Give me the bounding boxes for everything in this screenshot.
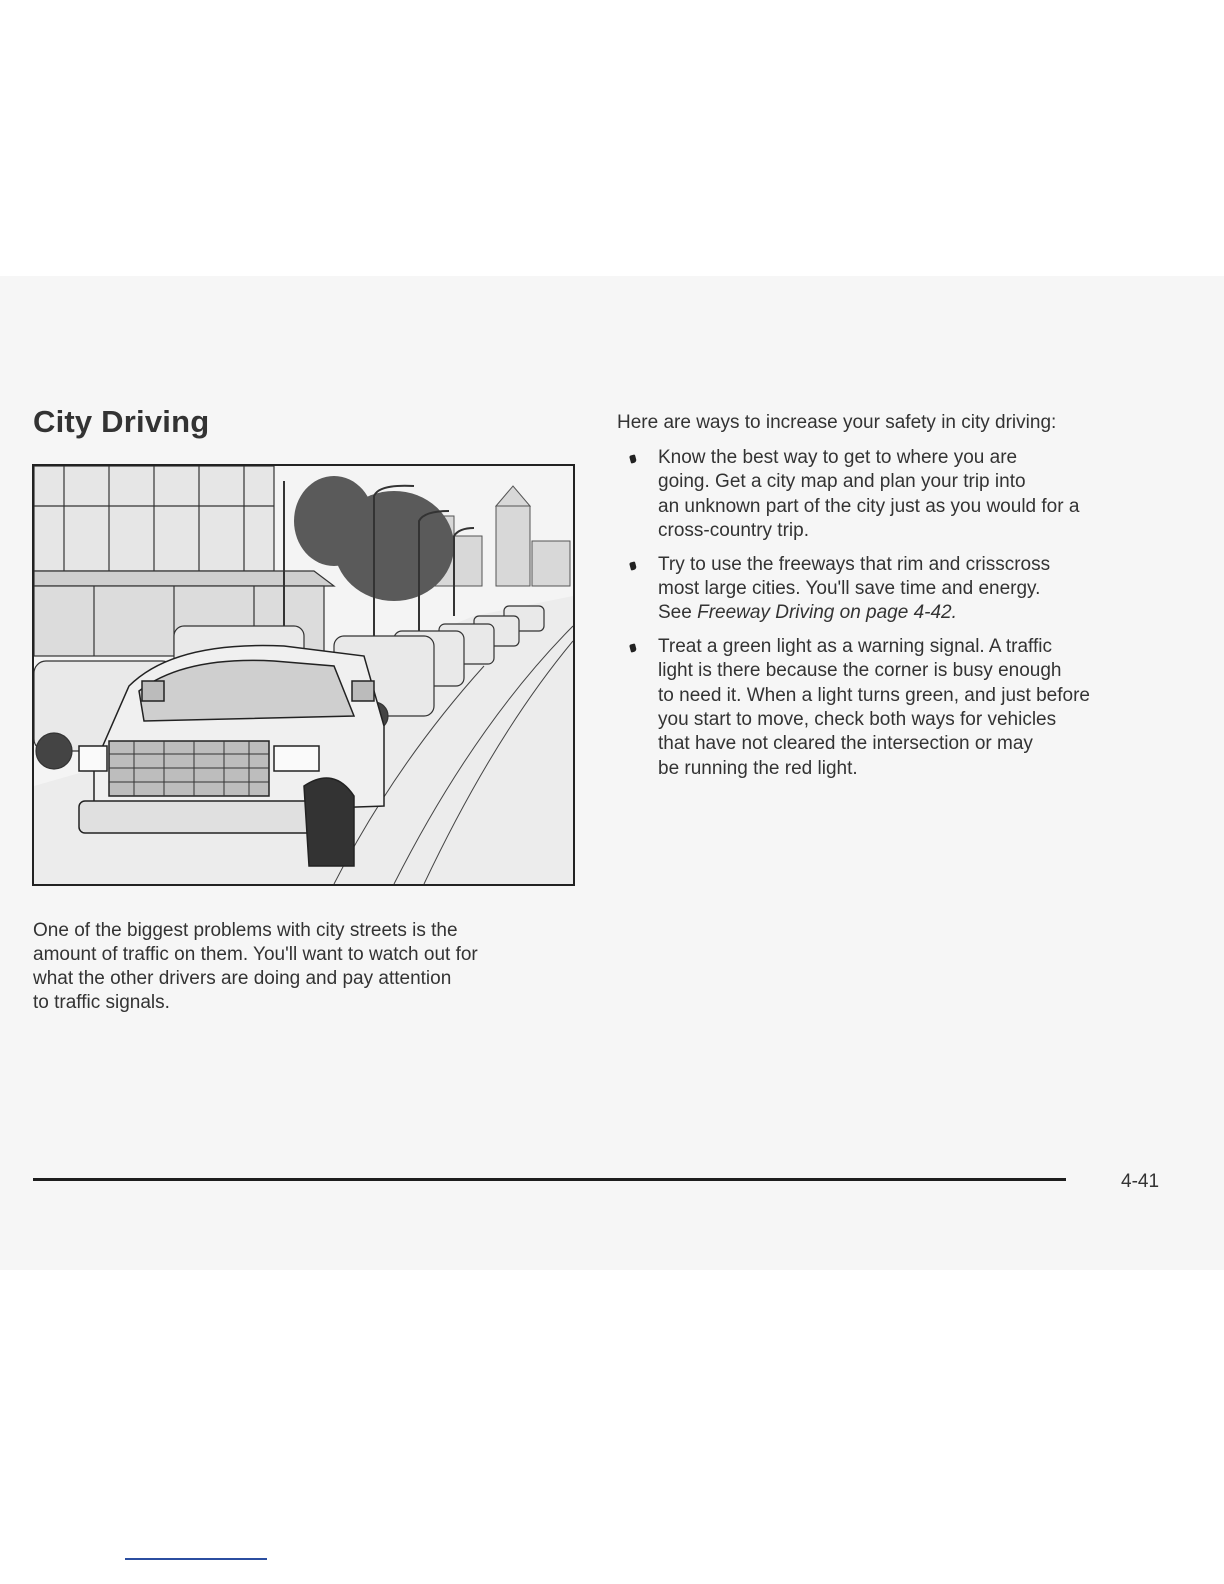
tip-line: be running the red light. xyxy=(658,757,858,779)
bullet-icon xyxy=(629,561,637,570)
bottom-link-underline xyxy=(125,1558,267,1560)
paragraph-line: what the other drivers are doing and pay attention xyxy=(33,968,452,989)
bullet-icon xyxy=(629,454,637,463)
tip-line: Try to use the freeways that rim and crisscross xyxy=(658,553,1051,575)
tip-line: you start to move, check both ways for vehicles xyxy=(658,709,1057,731)
tip-see-line xyxy=(658,601,1180,625)
tip-line: an unknown part of the city just as you would for a xyxy=(658,495,1080,517)
tip-line: going. Get a city map and plan your trip into xyxy=(658,471,1026,493)
paragraph-line: amount of traffic on them. You'll want to watch out for xyxy=(33,944,478,965)
bullet-icon xyxy=(629,643,637,652)
section-title: City Driving xyxy=(33,404,210,439)
paragraph-line: One of the biggest problems with city streets is the xyxy=(33,920,458,941)
tip-line: light is there because the corner is busy enough xyxy=(658,660,1062,682)
tip-line: most large cities. You'll save time and energy. xyxy=(658,578,1041,600)
freeway-driving-link[interactable]: Freeway Driving on page 4-42. xyxy=(697,602,957,624)
tip-line: Know the best way to get to where you are xyxy=(658,447,1018,468)
paragraph-line: to traffic signals. xyxy=(33,992,170,1013)
list-item xyxy=(620,553,1180,626)
footer-divider xyxy=(33,1178,1066,1181)
see-prefix: See xyxy=(658,602,698,624)
safety-tips-list xyxy=(620,446,1180,790)
tip-line: cross-country trip. xyxy=(658,520,809,542)
tip-line: Treat a green light as a warning signal. A traffic xyxy=(658,635,1052,657)
safety-intro: Here are ways to increase your safety in city driving: xyxy=(617,412,1057,433)
page-number: 4-41 xyxy=(1121,1171,1160,1192)
tip-line: that have not cleared the intersection or may xyxy=(658,733,1033,755)
city-streets-paragraph xyxy=(33,919,563,1015)
list-item xyxy=(620,446,1180,544)
tip-line: to need it. When a light turns green, and just before xyxy=(658,684,1090,706)
city-traffic-illustration xyxy=(32,464,575,886)
list-item xyxy=(620,635,1180,781)
